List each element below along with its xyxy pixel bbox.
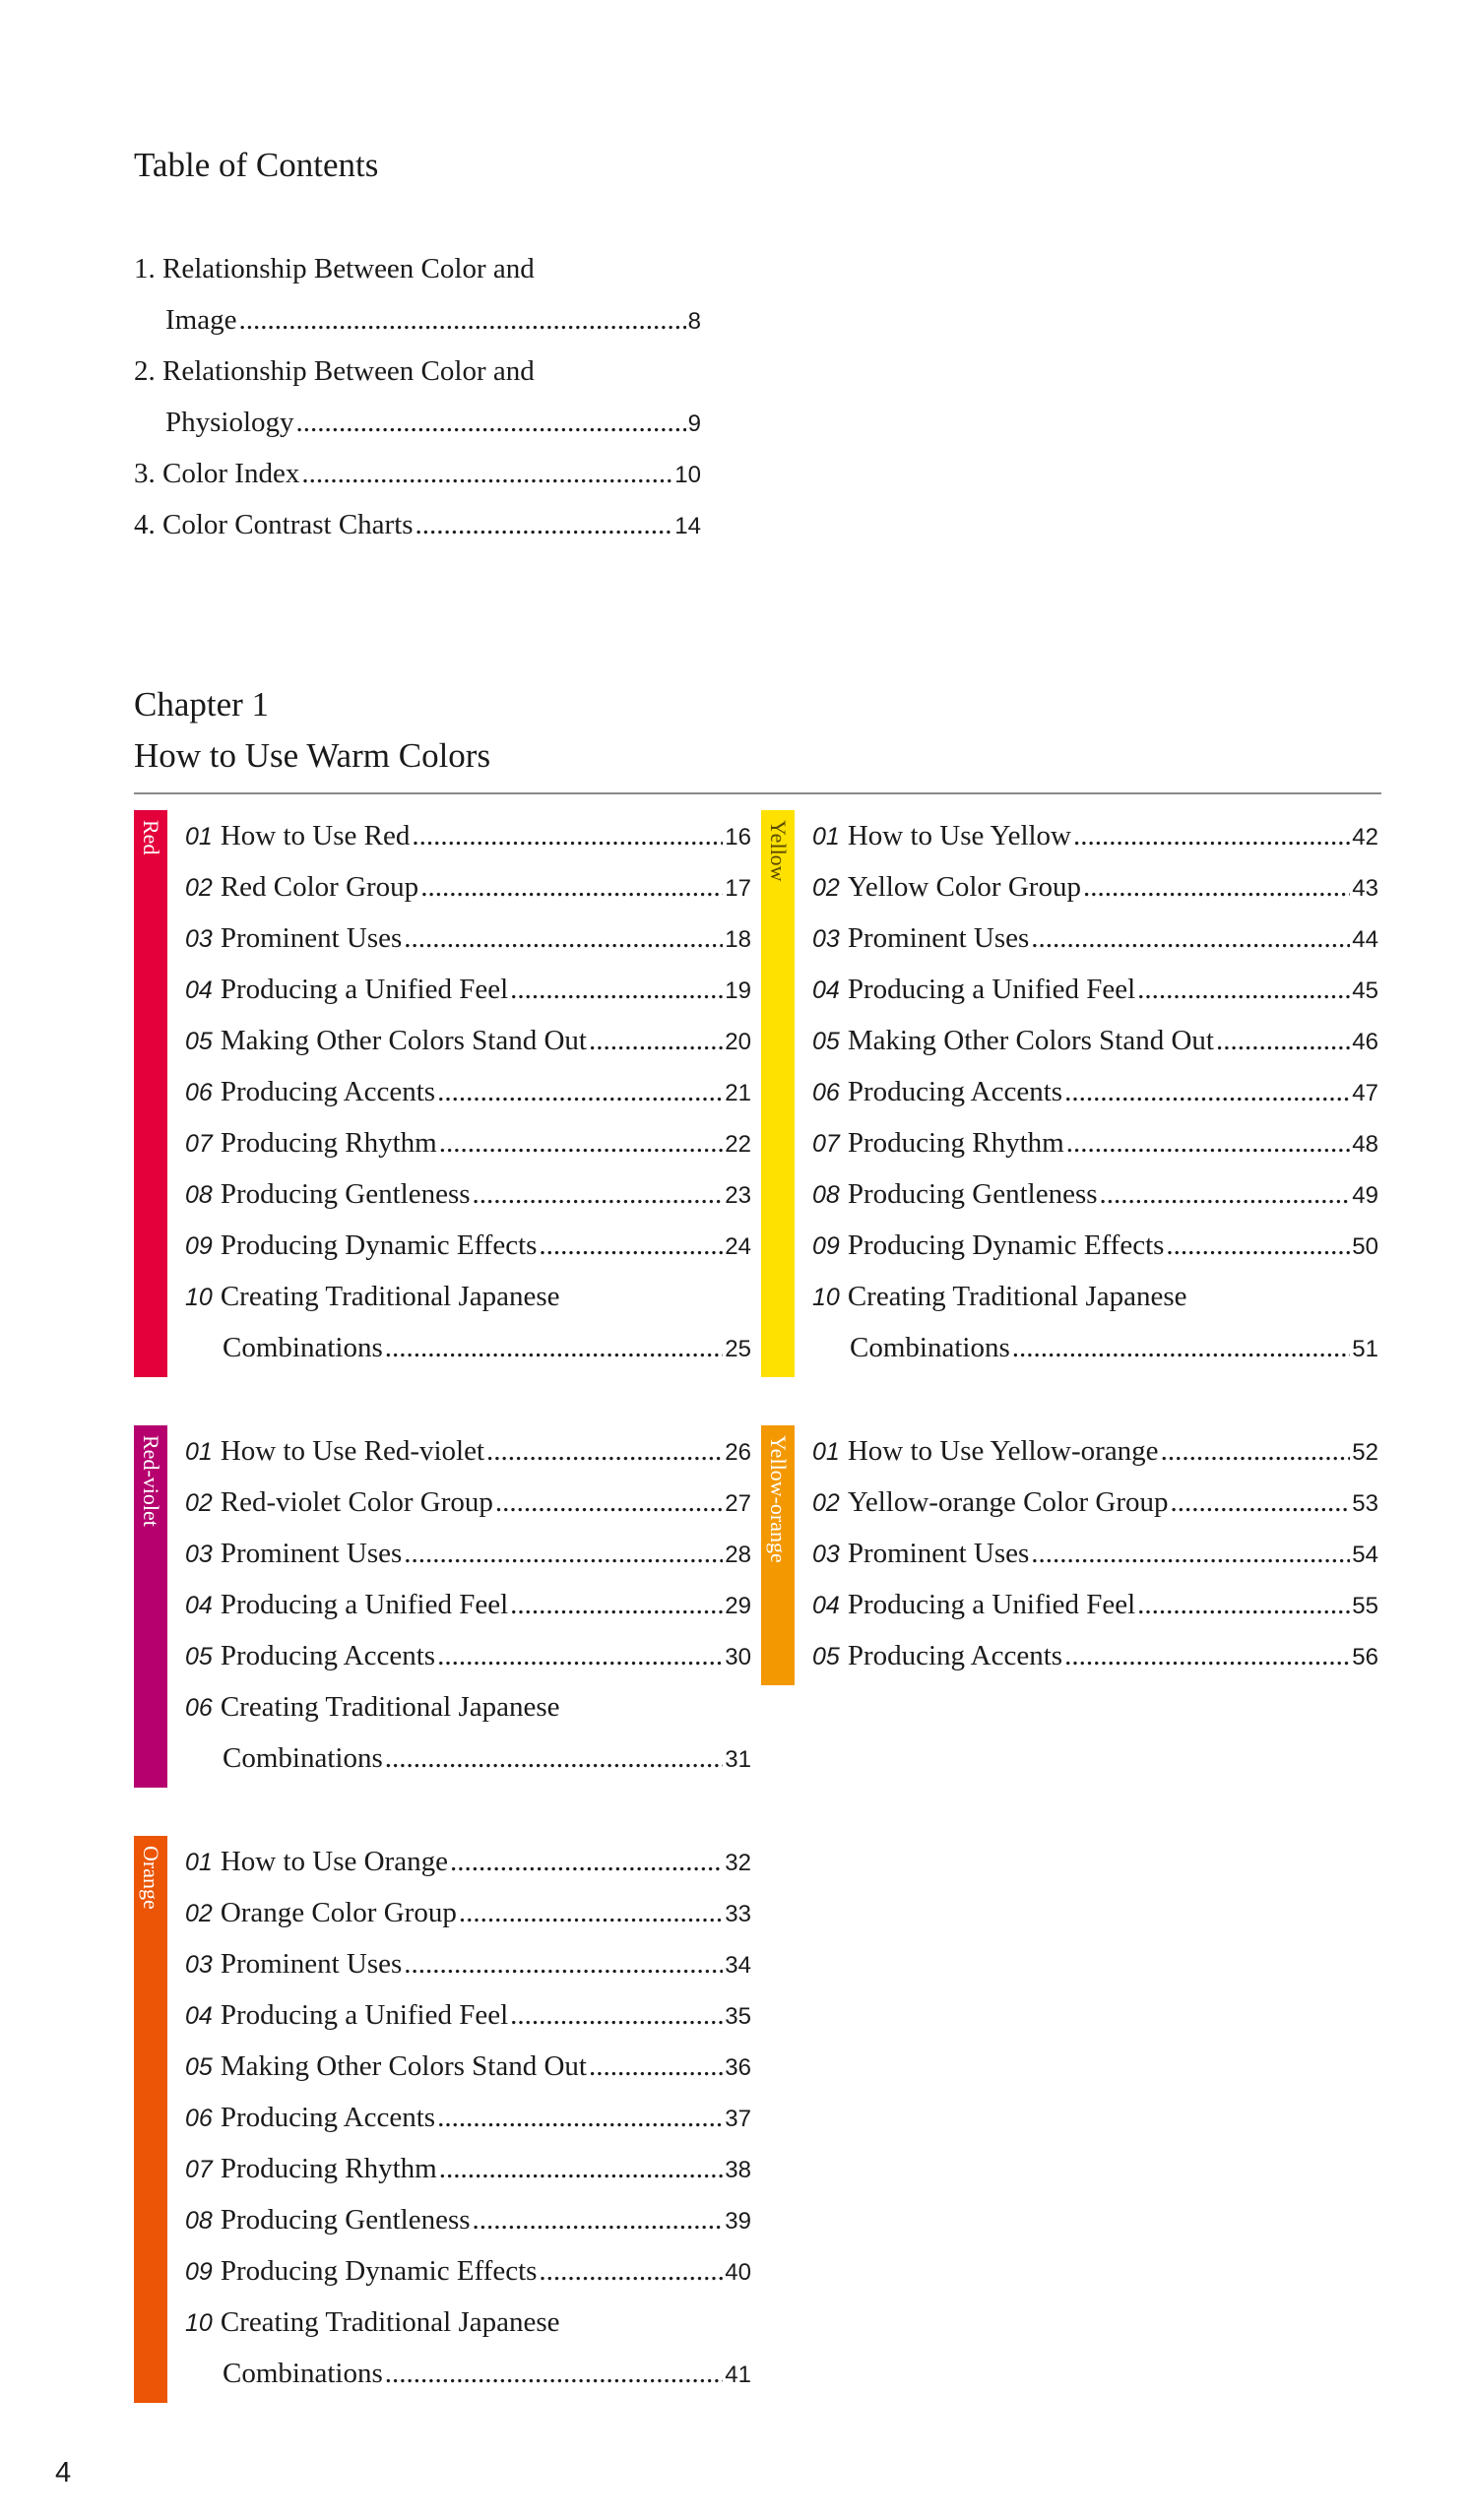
page-ref: 34 [725,1952,751,1979]
toc-entry-3[interactable] [134,448,701,499]
item-title: Prominent Uses [847,1538,1030,1569]
toc-item[interactable] [185,1989,751,2041]
dot-leader [301,448,672,499]
item-title: Making Other Colors Stand Out [220,2050,587,2082]
color-tab-label: Yellow-orange [766,1435,791,1563]
toc-item[interactable] [185,1066,751,1117]
page-ref: 8 [687,308,701,335]
section-red-violet [134,1425,751,1788]
toc-item[interactable] [812,1579,1378,1630]
dot-leader [1012,1322,1351,1373]
dot-leader [589,2041,723,2092]
dot-leader [539,2245,723,2297]
section-list [812,810,1378,1377]
toc-item[interactable] [812,1220,1378,1271]
item-number: 08 [812,1181,840,1209]
item-number: 02 [185,874,213,902]
item-title: How to Use Yellow-orange [847,1435,1159,1467]
item-number: 07 [185,2156,213,2183]
toc-item[interactable] [812,1271,1378,1322]
page-ref: 40 [725,2259,751,2286]
item-number: 04 [185,1592,213,1619]
item-title: Creating Traditional Japanese [220,2306,560,2338]
page-ref: 37 [725,2106,751,2132]
dot-leader [1161,1425,1351,1477]
dot-leader [539,1220,723,1271]
item-title: Creating Traditional Japanese [847,1281,1187,1312]
front-matter-list [134,243,701,550]
color-tab-label: Orange [139,1846,163,1910]
page-ref: 52 [1352,1439,1378,1466]
toc-title: Table of Contents [134,146,379,184]
color-tab-red-violet [134,1425,167,1788]
toc-entry-text: 1. Relationship Between Color and [134,253,535,284]
page-ref: 19 [725,977,751,1004]
dot-leader [1064,1630,1350,1681]
toc-item[interactable] [185,2143,751,2194]
dot-leader [473,1168,724,1220]
color-tab-yellow-orange [761,1425,795,1685]
chapter-title: How to Use Warm Colors [134,736,491,775]
item-number: 04 [812,976,840,1004]
page-ref: 32 [725,1850,751,1876]
dot-leader [1166,1220,1350,1271]
toc-item[interactable] [812,1117,1378,1168]
page-ref: 23 [725,1182,751,1209]
chapter-divider [134,792,1381,794]
item-number: 08 [185,1181,213,1209]
item-number: 05 [185,1028,213,1055]
dot-leader [1216,1015,1350,1066]
dot-leader [437,1066,723,1117]
page-ref: 30 [725,1644,751,1670]
item-title: Making Other Colors Stand Out [220,1025,587,1056]
item-number: 04 [185,976,213,1004]
dot-leader [510,1579,723,1630]
page-ref: 14 [674,513,701,539]
page-ref: 28 [725,1542,751,1568]
dot-leader [450,1836,723,1887]
item-number: 03 [812,925,840,953]
toc-entry-text: Physiology [165,407,294,438]
dot-leader [589,1015,723,1066]
dot-leader [1100,1168,1351,1220]
toc-entry-text: 2. Relationship Between Color and [134,355,535,387]
toc-entry-1[interactable] [134,294,701,346]
toc-item[interactable] [185,2092,751,2143]
item-title: Producing Gentleness [220,1178,471,1210]
item-title: Producing Dynamic Effects [220,1229,538,1261]
item-title: Red Color Group [220,871,419,903]
section-list [185,1425,751,1788]
page-ref: 16 [725,824,751,850]
dot-leader [486,1425,723,1477]
toc-item[interactable] [812,1168,1378,1220]
item-title: Prominent Uses [220,1948,403,1980]
page-ref: 56 [1352,1644,1378,1670]
toc-entry-4[interactable] [134,499,701,550]
item-number: 06 [185,2105,213,2132]
item-number: 07 [185,1130,213,1158]
dot-leader [437,2092,723,2143]
toc-item[interactable] [812,913,1378,964]
item-title-continued: Combinations [850,1332,1010,1363]
toc-item[interactable] [185,1836,751,1887]
toc-item[interactable] [185,964,751,1015]
page-ref: 10 [674,462,701,488]
dot-leader [404,913,723,964]
item-title: Creating Traditional Japanese [220,1281,560,1312]
item-number: 02 [812,874,840,902]
page-ref: 47 [1352,1080,1378,1106]
item-number: 01 [185,1849,213,1876]
page-ref: 27 [725,1490,751,1517]
toc-item[interactable] [812,1425,1378,1477]
item-title: Producing Gentleness [847,1178,1098,1210]
dot-leader [385,1732,724,1784]
page-ref: 18 [725,926,751,953]
dot-leader [1073,810,1350,861]
toc-item-continued[interactable] [185,2348,751,2399]
item-title-continued: Combinations [223,2358,383,2389]
item-number: 03 [185,1951,213,1979]
toc-item[interactable] [185,1579,751,1630]
item-title: Producing a Unified Feel [220,1589,509,1620]
item-number: 02 [812,1489,840,1517]
item-title: Producing Accents [847,1640,1063,1671]
section-orange [134,1836,751,2403]
page-ref: 41 [725,2362,751,2388]
dot-leader [510,1989,723,2041]
toc-item[interactable] [185,913,751,964]
item-number: 05 [812,1028,840,1055]
toc-item[interactable] [812,964,1378,1015]
page-ref: 39 [725,2208,751,2235]
dot-leader [495,1477,723,1528]
dot-leader [1137,1579,1350,1630]
section-red [134,810,751,1377]
toc-item[interactable] [185,1117,751,1168]
dot-leader [1083,861,1350,913]
page-ref: 29 [725,1593,751,1619]
item-number: 03 [812,1541,840,1568]
item-title: Producing Rhythm [847,1127,1064,1159]
toc-item[interactable] [185,861,751,913]
item-title: Producing Dynamic Effects [847,1229,1165,1261]
color-tab-label: Red-violet [139,1435,163,1527]
page-ref: 9 [687,410,701,437]
item-number: 05 [185,2053,213,2081]
item-number: 09 [812,1232,840,1260]
toc-item[interactable] [185,1630,751,1681]
dot-leader [1137,964,1350,1015]
item-title: Producing Gentleness [220,2204,471,2236]
toc-item-continued[interactable] [812,1322,1378,1373]
item-title: Producing Rhythm [220,1127,437,1159]
toc-item[interactable] [185,1220,751,1271]
dot-leader [1171,1477,1351,1528]
page-ref: 50 [1352,1233,1378,1260]
dot-leader [385,1322,724,1373]
item-title: Making Other Colors Stand Out [847,1025,1214,1056]
item-number: 09 [185,1232,213,1260]
item-number: 10 [185,1284,213,1311]
item-title: Producing a Unified Feel [220,1999,509,2031]
dot-leader [439,2143,724,2194]
color-tab-red [134,810,167,1377]
page-ref: 33 [725,1901,751,1927]
item-number: 06 [185,1694,213,1722]
item-number: 08 [185,2207,213,2235]
item-title: Orange Color Group [220,1897,457,1928]
toc-entry-text: 4. Color Contrast Charts [134,509,414,540]
chapter-heading [134,679,490,782]
toc-item[interactable] [185,1477,751,1528]
item-title: Producing Rhythm [220,2153,437,2184]
toc-entry-1-line1[interactable] [134,243,701,294]
item-title: Red-violet Color Group [220,1486,493,1518]
page-ref: 38 [725,2157,751,2183]
item-title: Prominent Uses [220,922,403,954]
toc-item[interactable] [812,1477,1378,1528]
item-number: 03 [185,1541,213,1568]
toc-entry-text: 3. Color Index [134,458,300,489]
item-number: 02 [185,1900,213,1927]
dot-leader [1066,1117,1351,1168]
toc-item[interactable] [812,1630,1378,1681]
item-title: Producing Accents [220,2102,436,2133]
item-title-continued: Combinations [223,1332,383,1363]
toc-item[interactable] [185,1015,751,1066]
toc-entry-2[interactable] [134,397,701,448]
dot-leader [416,499,673,550]
toc-item[interactable] [185,1425,751,1477]
toc-entry-2-line1[interactable] [134,346,701,397]
page-ref: 46 [1352,1029,1378,1055]
page-ref: 35 [725,2003,751,2030]
toc-item[interactable] [185,1938,751,1989]
dot-leader [510,964,723,1015]
item-title: Producing a Unified Feel [220,974,509,1005]
section-list [185,1836,751,2403]
toc-item[interactable] [185,2194,751,2245]
toc-item[interactable] [185,1887,751,1938]
dot-leader [420,861,723,913]
item-title: Prominent Uses [220,1538,403,1569]
toc-item[interactable] [185,2041,751,2092]
item-number: 05 [812,1643,840,1670]
section-list [185,810,751,1377]
page-ref: 53 [1352,1490,1378,1517]
item-number: 04 [185,2002,213,2030]
dot-leader [385,2348,724,2399]
color-tab-yellow [761,810,795,1377]
item-number: 09 [185,2258,213,2286]
toc-item-continued[interactable] [185,1322,751,1373]
section-yellow-orange [761,1425,1378,1685]
page-ref: 25 [725,1336,751,1362]
item-title: Producing a Unified Feel [847,1589,1136,1620]
dot-leader [439,1117,724,1168]
item-number: 07 [812,1130,840,1158]
page-ref: 21 [725,1080,751,1106]
page-ref: 44 [1352,926,1378,953]
page-ref: 49 [1352,1182,1378,1209]
item-number: 06 [185,1079,213,1106]
page-number: 4 [55,2457,72,2488]
item-number: 05 [185,1643,213,1670]
page-ref: 55 [1352,1593,1378,1619]
item-title: Producing Dynamic Effects [220,2255,538,2287]
toc-item[interactable] [185,2297,751,2348]
item-title: Producing Accents [220,1640,436,1671]
toc-item[interactable] [185,1271,751,1322]
toc-item[interactable] [185,1681,751,1732]
dot-leader [404,1938,723,1989]
item-title: How to Use Red-violet [220,1435,485,1467]
item-number: 06 [812,1079,840,1106]
item-number: 10 [185,2309,213,2337]
item-title: How to Use Orange [220,1846,448,1877]
dot-leader [1031,1528,1350,1579]
toc-item[interactable] [185,810,751,861]
dot-leader [1031,913,1350,964]
item-title: How to Use Yellow [847,820,1071,851]
item-number: 01 [812,823,840,850]
item-number: 10 [812,1284,840,1311]
toc-entry-text: Image [165,304,237,336]
page-ref: 20 [725,1029,751,1055]
item-number: 01 [185,823,213,850]
page-ref: 36 [725,2054,751,2081]
toc-item[interactable] [185,2245,751,2297]
item-title: Producing a Unified Feel [847,974,1136,1005]
item-title: Creating Traditional Japanese [220,1691,560,1723]
item-title: Yellow-orange Color Group [847,1486,1169,1518]
color-tab-label: Red [139,820,163,855]
item-number: 04 [812,1592,840,1619]
page-ref: 45 [1352,977,1378,1004]
color-tab-orange [134,1836,167,2403]
toc-item[interactable] [812,1066,1378,1117]
item-title: Yellow Color Group [847,871,1081,903]
item-number: 03 [185,925,213,953]
page-ref: 42 [1352,824,1378,850]
dot-leader [473,2194,724,2245]
page-ref: 31 [725,1746,751,1773]
item-title: Producing Accents [847,1076,1063,1107]
section-yellow [761,810,1378,1377]
toc-item[interactable] [812,861,1378,913]
dot-leader [459,1887,723,1938]
toc-item[interactable] [185,1168,751,1220]
toc-item[interactable] [185,1528,751,1579]
page-ref: 22 [725,1131,751,1158]
dot-leader [404,1528,723,1579]
item-title: How to Use Red [220,820,411,851]
dot-leader [1064,1066,1350,1117]
item-number: 01 [812,1438,840,1466]
page-ref: 51 [1352,1336,1378,1362]
item-number: 01 [185,1438,213,1466]
color-tab-label: Yellow [766,820,791,882]
item-title: Prominent Uses [847,922,1030,954]
toc-item[interactable] [812,810,1378,861]
section-list [812,1425,1378,1685]
page-ref: 24 [725,1233,751,1260]
item-title: Producing Accents [220,1076,436,1107]
toc-item[interactable] [812,1015,1378,1066]
page-ref: 54 [1352,1542,1378,1568]
page-ref: 43 [1352,875,1378,902]
chapter-label: Chapter 1 [134,685,270,724]
page-ref: 26 [725,1439,751,1466]
dot-leader [296,397,686,448]
item-number: 02 [185,1489,213,1517]
dot-leader [437,1630,723,1681]
page-ref: 48 [1352,1131,1378,1158]
page-ref: 17 [725,875,751,902]
dot-leader [238,294,685,346]
dot-leader [412,810,723,861]
item-title-continued: Combinations [223,1742,383,1774]
toc-item-continued[interactable] [185,1732,751,1784]
toc-item[interactable] [812,1528,1378,1579]
